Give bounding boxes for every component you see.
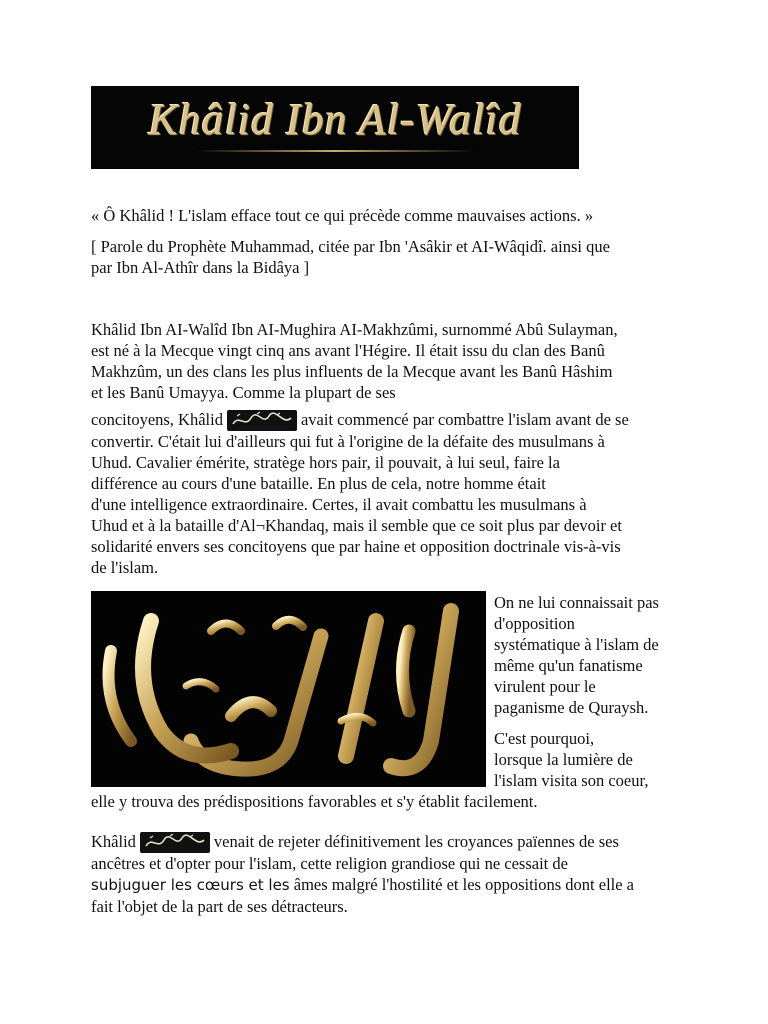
bio-line: et les Banû Umayya. Comme la plupart de ses	[91, 383, 396, 402]
bio-line: d'une intelligence extraordinaire. Certes, il avait combattu les musulmans à	[91, 495, 587, 514]
side-line: l'islam visita son coeur,	[494, 771, 649, 790]
banner-rule	[195, 150, 475, 152]
final-line: ancêtres et d'opter pour l'islam, cette religion grandiose qui ne cessait de	[91, 854, 568, 873]
calligraphy-stamp-icon	[140, 832, 210, 853]
sidebar-paragraph-1	[494, 592, 694, 718]
conversion-paragraph	[91, 831, 681, 917]
side-line: On ne lui connaissait pas	[494, 593, 659, 612]
continuation-line: elle y trouva des prédispositions favorables et s'y établit facilement.	[91, 792, 538, 811]
side-line: systématique à l'islam de	[494, 635, 659, 654]
side-line: d'opposition	[494, 614, 575, 633]
side-line: même qu'un fanatisme	[494, 656, 643, 675]
bio-line: de l'islam.	[91, 558, 159, 577]
side-line: paganisme de Quraysh.	[494, 698, 649, 717]
bio-line: différence au cours d'une bataille. En plus de cela, notre homme était	[91, 474, 546, 493]
bio-stamp-before: concitoyens, Khâlid	[91, 410, 223, 429]
side-line: virulent pour le	[494, 677, 596, 696]
bio-stamp-after: avait commencé par combattre l'islam avant de se	[300, 410, 629, 429]
bio-line	[91, 409, 681, 431]
final-line	[91, 874, 681, 896]
calligraphy-stamp-icon	[227, 410, 297, 431]
side-line: lorsque la lumière de	[494, 750, 633, 769]
source-line: [ Parole du Prophète Muhammad, citée par Ibn 'Asâkir et AI-Wâqidî. ainsi que	[91, 237, 610, 256]
biography-paragraph	[91, 319, 681, 578]
banner-title: Khâlid Ibn Al-Walîd	[148, 94, 522, 144]
bio-line: Uhud. Cavalier émérite, stratège hors pair, il pouvait, à lui seul, faire la	[91, 453, 560, 472]
title-banner	[91, 86, 579, 169]
bio-line: Khâlid Ibn AI-Walîd Ibn AI-Mughira AI-Makhzûmi, surnommé Abû Sulayman,	[91, 320, 618, 339]
final-stamp-after: venait de rejeter définitivement les croyances païennes de ses	[213, 832, 619, 851]
bio-line: convertir. C'était lui d'ailleurs qui fut à l'origine de la défaite des musulmans à	[91, 432, 605, 451]
final-line: fait l'objet de la part de ses détracteurs.	[91, 897, 348, 916]
sidebar-paragraph-2	[494, 728, 694, 791]
side-line: C'est pourquoi,	[494, 729, 595, 748]
final-line	[91, 831, 681, 853]
bio-line: solidarité envers ses concitoyens que par haine et opposition doctrinale vis-à-vis	[91, 537, 621, 556]
final-serif-part: âmes malgré l'hostilité et les oppositions dont elle a	[293, 875, 635, 894]
bio-line: Uhud et à la bataille d'Al¬Khandaq, mais il semble que ce soit plus par devoir et	[91, 516, 622, 535]
prophet-quote: « Ô Khâlid ! L'islam efface tout ce qui précède comme mauvaises actions. »	[91, 206, 594, 225]
bio-line: est né à la Mecque vingt cinq ans avant l'Hégire. Il était issu du clan des Banû	[91, 341, 605, 360]
bio-line: Makhzûm, un des clans les plus influents de la Mecque avant les Banû Hâshim	[91, 362, 613, 381]
quote-source	[91, 236, 681, 278]
source-line: par Ibn Al-Athîr dans la Bidâya ]	[91, 258, 310, 277]
final-stamp-before: Khâlid	[91, 832, 136, 851]
final-sans-part: subjuguer les cœurs et les	[91, 876, 290, 894]
al-islam-calligraphy-image	[91, 591, 486, 787]
